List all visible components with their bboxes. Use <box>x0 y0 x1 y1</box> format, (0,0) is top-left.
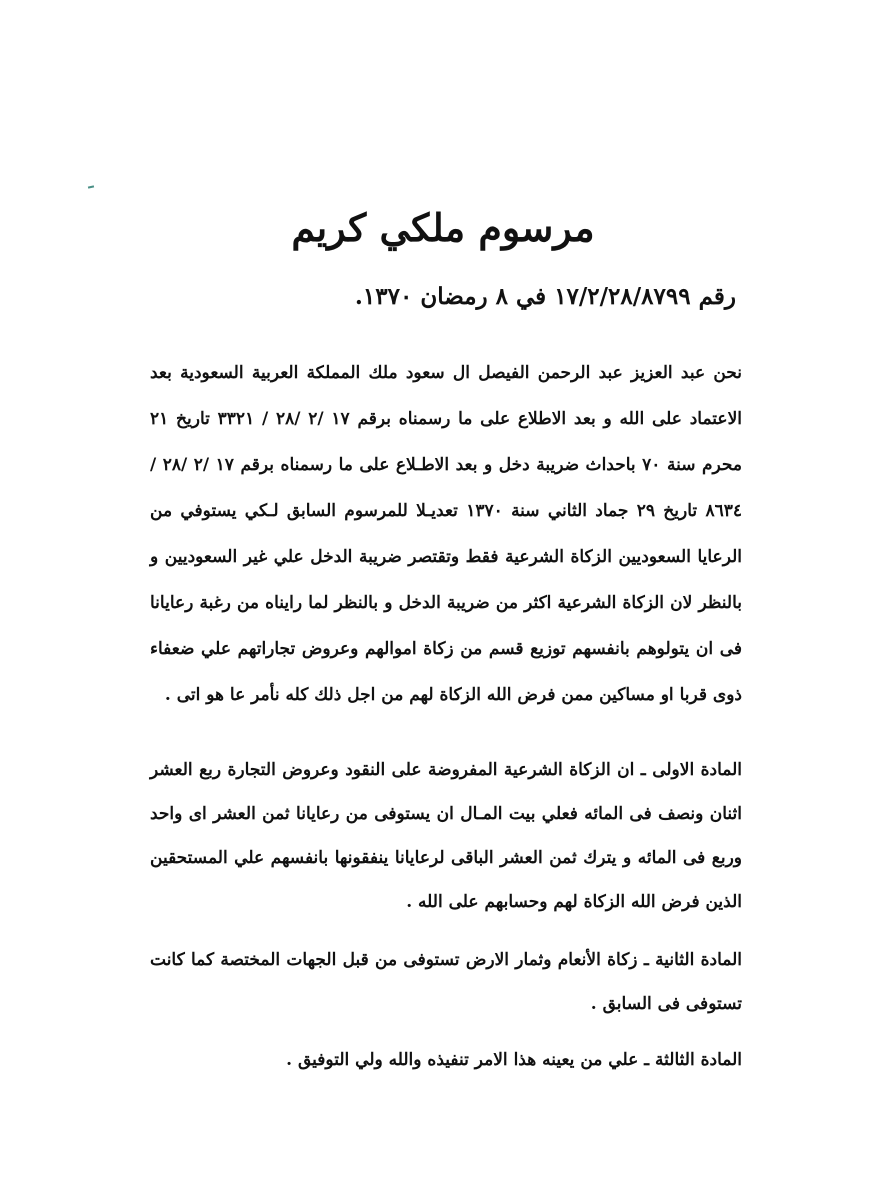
article-first: المادة الاولى ـ ان الزكاة الشرعية المفروضة على النقود وعروض التجارة ربع العشر اثنان ونصف فى المائه فعلي بيت المـال ان يستوفى من رعايانا ثمن العشر اى واحد وربع فى المائه و يترك ثمن العشر الباقى لرعايانا ينفقونها بانفسهم علي المستحقين الذين فرض الله الزكاة لهم وحسابهم على الله . <box>150 760 742 912</box>
article-second: المادة الثانية ـ زكاة الأنعام وثمار الارض تستوفى من قبل الجهات المختصة كما كانت تستوفى فى السابق . <box>150 950 742 1014</box>
scan-speck <box>88 185 94 188</box>
decree-title: مرسوم ملكي كريم <box>291 205 595 250</box>
decree-preamble: نحن عبد العزيز عبد الرحمن الفيصل ال سعود ملك المملكة العربية السعودية بعد الاعتماد على الله و بعد الاطلاع على ما رسمناه برقم ١٧ /٢ /٢٨ / ٣٣٢١ تاريخ ٢١ محرم سنة ٧٠ باحداث ضريبة دخل و بعد الاطـلاع على ما رسمناه برقم ١٧ /٢ /٢٨ / ٨٦٣٤ تاريخ ٢٩ جماد الثاني سنة ١٣٧٠ تعديـلا للمرسوم السابق لـكي يستوفي من الرعايا السعوديين الزكاة الشرعية فقط وتقتصر ضريبة الدخل علي غير السعوديين و بالنظر لان الزكاة الشرعية اكثر من ضريبة الدخل و بالنظر لما رايناه من رغبة رعايانا فى ان يتولوهم بانفسهم توزيع قسم من زكاة اموالهم وعروض تجاراتهم علي ضعفاء ذوى قربا او مساكين ممن فرض الله الزكاة لهم من اجل ذلك كله نأمر عا هو اتى . <box>150 363 742 705</box>
article-third: المادة الثالثة ـ علي من يعينه هذا الامر تنفيذه والله ولي التوفيق . <box>286 1050 742 1070</box>
decree-reference: رقم ١٧/٢/٢٨/٨٧٩٩ في ٨ رمضان ١٣٧٠. <box>354 283 736 310</box>
